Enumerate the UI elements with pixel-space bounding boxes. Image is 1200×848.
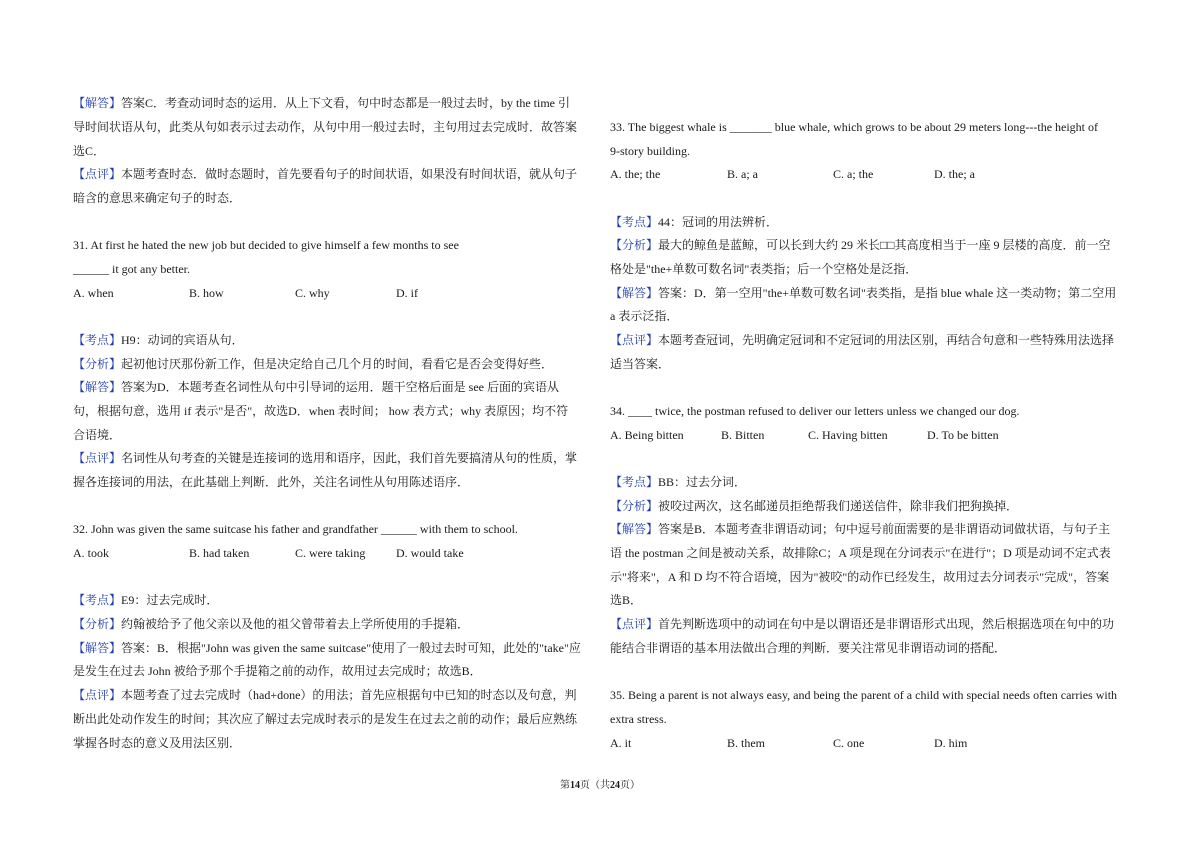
- q34-comment-line-1: 【点评】首先判断选项中的动词在句中是以谓语还是非谓语形式出现，然后根据选项在句中的功: [610, 617, 1115, 631]
- q34-option-b: B. Bitten: [721, 428, 765, 442]
- q34-stem: 34. ____ twice, the postman refused to deliver our letters unless we changed our dog.: [610, 404, 1020, 418]
- q32-comment-line-1: 【点评】本题考查了过去完成时（had+done）的用法；首先应根据句中已知的时态以及句意，判: [73, 688, 577, 702]
- q33-option-c: C. a; the: [833, 167, 874, 181]
- q31-option-b: B. how: [189, 286, 224, 300]
- q35-option-c: C. one: [833, 736, 865, 750]
- q31-stem-line-1: 31. At first he hated the new job but decided to give himself a few months to see: [73, 238, 459, 252]
- q33-option-b: B. a; a: [727, 167, 758, 181]
- q31-analysis: 【分析】起初他讨厌那份新工作，但是决定给自己几个月的时间，看看它是否会变得好些．: [73, 357, 554, 371]
- q34-answer-line-1: 【解答】答案是B．本题考查非谓语动词；句中逗号前面需要的是非谓语动词做状语，与句子主: [610, 522, 1111, 536]
- q30-comment-line-1: 【点评】本题考查时态．做时态题时，首先要看句子的时间状语，如果没有时间状语，就从句子: [73, 167, 578, 181]
- q32-option-c: C. were taking: [295, 546, 366, 560]
- q33-option-a: A. the; the: [610, 167, 661, 181]
- q32-option-a: A. took: [73, 546, 109, 560]
- q35-option-a: A. it: [610, 736, 632, 750]
- q34-answer-line-3: 示"将来"，A 和 D 均不符合语境，因为"被咬"的动作已经发生，故用过去分词表示"完成"，答案: [610, 570, 1110, 584]
- q32-comment-line-2: 断出此处动作发生的时间；其次应了解过去完成时表示的是发生在过去之前的动作；最后应熟练: [73, 712, 578, 726]
- q31-point: 【考点】H9：动词的宾语从句．: [73, 333, 244, 347]
- q30-comment-line-2: 暗含的意思来确定句子的时态．: [73, 191, 242, 205]
- q31-option-c: C. why: [295, 286, 330, 300]
- q33-analysis-line-1: 【分析】最大的鲸鱼是蓝鲸，可以长到大约 29 米长□□其高度相当于一座 9 层楼的高度．前一空: [610, 238, 1111, 252]
- q33-point: 【考点】44：冠词的用法辨析．: [610, 215, 779, 229]
- q33-answer-line-1: 【解答】答案：D．第一空用"the+单数可数名词"表类指，是指 blue whale 这一类动物；第二空用: [610, 286, 1117, 300]
- q34-analysis: 【分析】被咬过两次，这名邮递员拒绝帮我们递送信件，除非我们把狗换掉．: [610, 499, 1019, 513]
- q31-option-a: A. when: [73, 286, 114, 300]
- q33-answer-line-2: a 表示泛指．: [610, 309, 679, 323]
- q34-answer-line-4: 选B．: [610, 593, 643, 607]
- q34-option-a: A. Being bitten: [610, 428, 684, 442]
- q32-point: 【考点】E9：过去完成时．: [73, 593, 219, 607]
- q35-stem-line-2: extra stress.: [610, 712, 667, 726]
- q35-stem-line-1: 35. Being a parent is not always easy, and being the parent of a child with special needs often carries with: [610, 688, 1118, 702]
- q31-answer-line-2: 句，根据句意，选用 if 表示"是否"，故选D．when 表时间； how 表方式；why 表原因；均不符: [73, 404, 569, 418]
- q34-point: 【考点】BB：过去分词．: [610, 475, 747, 489]
- q32-option-b: B. had taken: [189, 546, 250, 560]
- q31-comment-line-2: 握各连接词的用法，在此基础上判断．此外，关注名词性从句用陈述语序．: [73, 475, 470, 489]
- q35-option-b: B. them: [727, 736, 765, 750]
- q32-analysis: 【分析】约翰被给予了他父亲以及他的祖父曾带着去上学所使用的手提箱．: [73, 617, 470, 631]
- q33-stem-line-1: 33. The biggest whale is _______ blue whale, which grows to be about 29 meters long---the height of: [610, 120, 1099, 134]
- q32-stem: 32. John was given the same suitcase his father and grandfather ______ with them to school.: [73, 522, 518, 536]
- q32-answer-line-1: 【解答】答案：B．根据"John was given the same suitcase"使用了一般过去时可知，此处的"take"应: [73, 641, 581, 655]
- q33-comment-line-2: 适当答案．: [610, 357, 671, 371]
- q32-answer-line-2: 是发生在过去 John 被给予那个手提箱之前的动作，故用过去完成时；故选B．: [73, 664, 482, 678]
- q33-option-d: D. the; a: [934, 167, 975, 181]
- q30-answer-line-1: 【解答】答案C．考查动词时态的运用．从上下文看，句中时态都是一般过去时，by the time 引: [73, 96, 571, 110]
- q32-option-d: D. would take: [396, 546, 464, 560]
- q30-answer-line-3: 选C．: [73, 144, 106, 158]
- q33-comment-line-1: 【点评】本题考查冠词，先明确定冠词和不定冠词的用法区别，再结合句意和一些特殊用法选择: [610, 333, 1115, 347]
- q34-answer-line-2: 语 the postman 之间是被动关系，故排除C；A 项是现在分词表示"在进行"；D 项是动词不定式表: [610, 546, 1111, 560]
- current-page-number: 14: [570, 780, 580, 791]
- q31-answer-line-3: 合语境．: [73, 428, 122, 442]
- q31-comment-line-1: 【点评】名词性从句考查的关键是连接词的选用和语序，因此，我们首先要搞清从句的性质，掌: [73, 451, 578, 465]
- total-page-number: 24: [610, 780, 620, 791]
- q31-option-d: D. if: [396, 286, 418, 300]
- q35-option-d: D. him: [934, 736, 968, 750]
- q31-answer-line-1: 【解答】答案为D．本题考查名词性从句中引导词的运用．题干空格后面是 see 后面的宾语从: [73, 380, 560, 394]
- q32-comment-line-3: 掌握各时态的意义及用法区别．: [73, 736, 242, 750]
- q34-comment-line-2: 能结合非谓语的基本用法做出合理的判断．要关注常见非谓语动词的搭配．: [610, 641, 1007, 655]
- page-footer: 第14页（共24页）: [560, 780, 640, 791]
- q33-analysis-line-2: 格处是"the+单数可数名词"表类指；后一个空格处是泛指．: [610, 262, 918, 276]
- q30-answer-line-2: 导时间状语从句，此类从句如表示过去动作，从句中用一般过去时，主句用过去完成时．故答案: [73, 120, 578, 134]
- q31-stem-line-2: ______ it got any better.: [73, 262, 190, 276]
- q34-option-d: D. To be bitten: [927, 428, 999, 442]
- q34-option-c: C. Having bitten: [808, 428, 888, 442]
- q33-stem-line-2: 9-story building.: [610, 144, 690, 158]
